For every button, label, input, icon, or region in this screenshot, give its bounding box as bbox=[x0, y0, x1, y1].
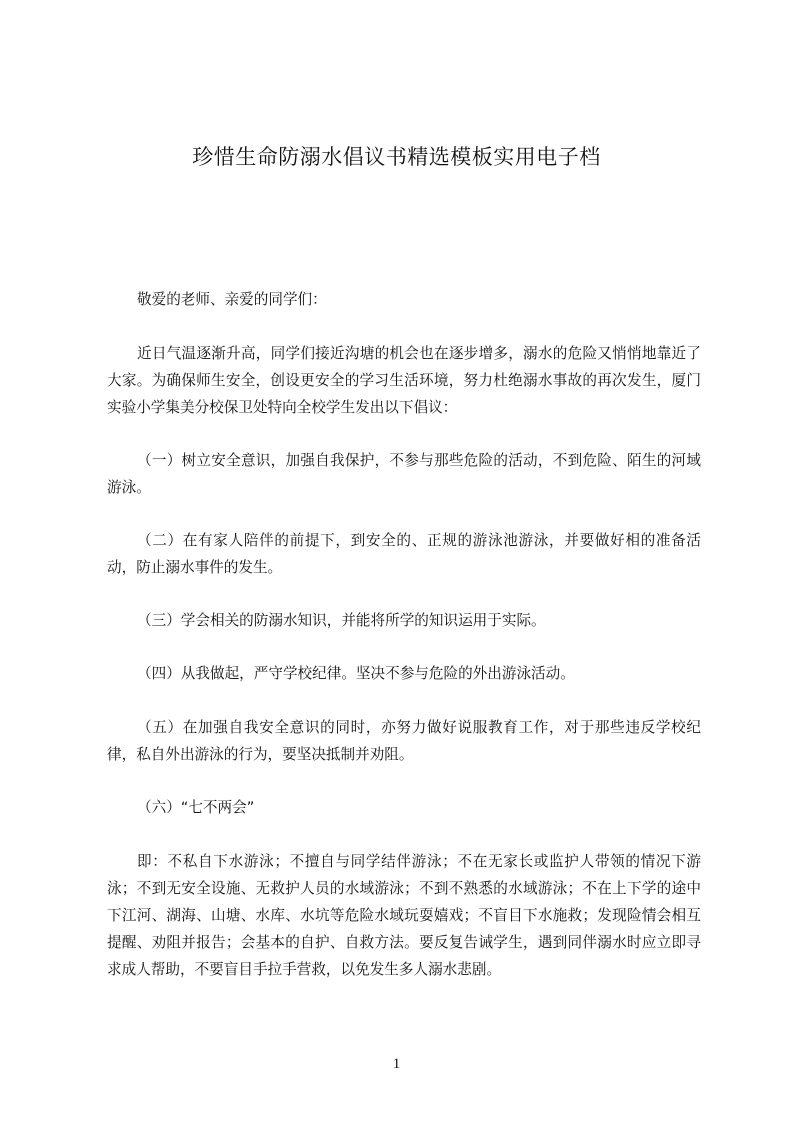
paragraph-text: 近日气温逐渐升高，同学们接近沟塘的机会也在逐步增多，溺水的危险又悄悄地靠近了大家。为确保师生安全，创设更安全的学习生活环境，努力杜绝溺水事故的再次发生，厦门实验小学集美分校保卫处特向全校学生发出以下倡议： bbox=[107, 345, 701, 416]
paragraph-item-1 bbox=[107, 447, 701, 501]
paragraph-item-4 bbox=[107, 660, 701, 687]
paragraph-text: （三）学会相关的防溺水知识，并能将所学的知识运用于实际。 bbox=[137, 612, 546, 629]
paragraph-intro bbox=[107, 340, 701, 421]
paragraph-text: （四）从我做起，严守学校纪律。坚决不参与危险的外出游泳活动。 bbox=[137, 665, 575, 682]
paragraph-text: （二）在有家人陪伴的前提下，到安全的、正规的游泳池游泳，并要做好相的准备活动，防止溺水事件的发生。 bbox=[107, 532, 701, 576]
paragraph-item-2 bbox=[107, 527, 701, 581]
paragraph-item-3 bbox=[107, 607, 701, 634]
paragraph-text: （六）“七不两会” bbox=[137, 799, 255, 816]
paragraph-text: （五）在加强自我安全意识的同时，亦努力做好说服教育工作，对于那些违反学校纪律，私自外出游泳的行为，要坚决抵制并劝阻。 bbox=[107, 719, 701, 763]
paragraph-rules bbox=[107, 848, 701, 983]
page-number: 1 bbox=[392, 1056, 401, 1072]
paragraph-item-6 bbox=[107, 794, 701, 821]
paragraph-text: 即：不私自下水游泳；不擅自与同学结伴游泳；不在无家长或监护人带领的情况下游泳；不到无安全设施、无救护人员的水域游泳；不到不熟悉的水域游泳；不在上下学的途中下江河、湖海、山塘、水库、水坑等危险水域玩耍嬉戏；不盲目下水施救；发现险情会相互提醒、劝阻并报告；会基本的自护、自救方法。要反复告诫学生，遇到同伴溺水时应立即寻求成人帮助，不要盲目手拉手营救，以免发生多人溺水悲剧。 bbox=[107, 853, 701, 978]
paragraph-item-5 bbox=[107, 714, 701, 768]
document-title: 珍惜生命防溺水倡议书精选模板实用电子档 bbox=[192, 145, 601, 169]
paragraph-text: （一）树立安全意识，加强自我保护，不参与那些危险的活动，不到危险、陌生的河域游泳。 bbox=[107, 452, 701, 496]
salutation bbox=[107, 286, 701, 313]
salutation-text: 敬爱的老师、亲爱的同学们： bbox=[137, 291, 327, 308]
